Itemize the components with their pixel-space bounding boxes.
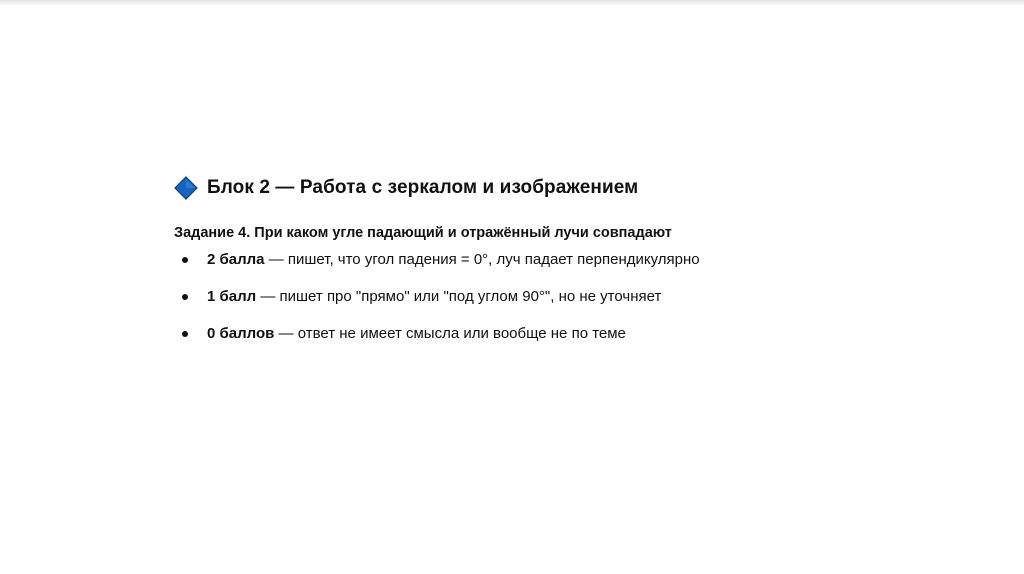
criterion-item: [174, 325, 934, 343]
criterion-description: — пишет, что угол падения = 0°, луч падает перпендикулярно: [264, 251, 700, 268]
criterion-score: 0 баллов: [207, 325, 275, 342]
top-shadow: [0, 0, 1024, 6]
criterion-item: [174, 251, 934, 269]
criterion-description: — ответ не имеет смысла или вообще не по теме: [274, 325, 626, 342]
blue-diamond-icon: [174, 176, 198, 200]
bullet-icon: [182, 331, 188, 337]
bullet-icon: [182, 257, 188, 263]
slide-content: [174, 174, 934, 362]
criterion-item: [174, 288, 934, 306]
criterion-score: 1 балл: [207, 288, 257, 305]
criteria-list: [174, 251, 934, 343]
block-heading: [174, 174, 934, 202]
criterion-description: — пишет про "прямо" или "под углом 90°", но не уточняет: [256, 288, 662, 305]
task-title: Задание 4. При каком угле падающий и отражённый лучи совпадают: [174, 225, 672, 241]
bullet-icon: [182, 294, 188, 300]
criterion-score: 2 балла: [207, 251, 265, 268]
block-heading-text: Блок 2 — Работа с зеркалом и изображением: [207, 177, 639, 198]
